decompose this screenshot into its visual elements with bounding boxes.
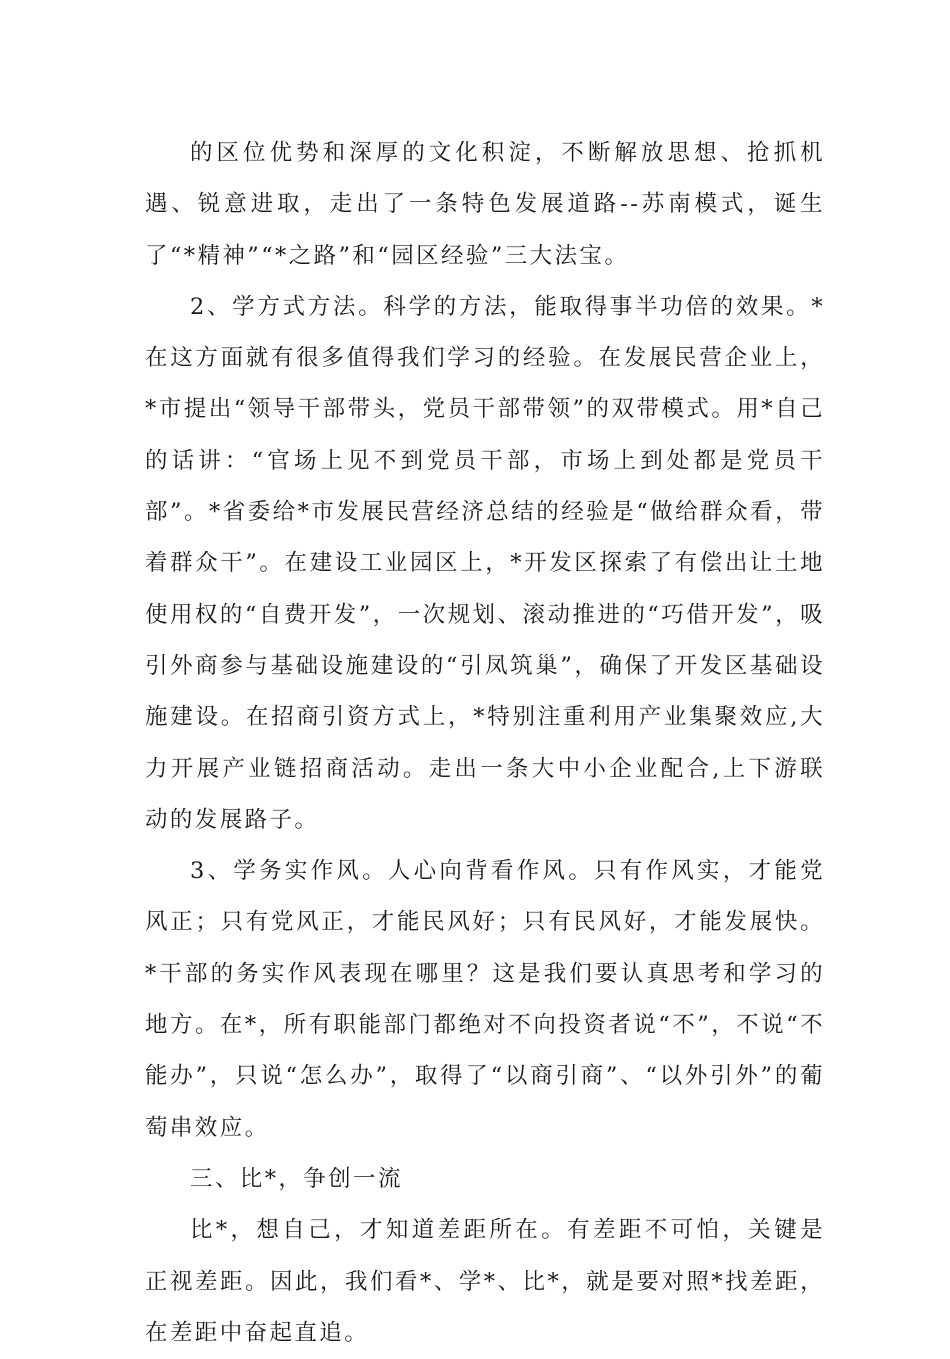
paragraph-culture-continuation: 的区位优势和深厚的文化积淀，不断解放思想、抢抓机遇、锐意进取，走出了一条特色发展道路--苏南模式，诞生了“*精神”“*之路”和“园区经验”三大法宝。	[145, 140, 825, 269]
paragraph-study-methods: 2、学方式方法。科学的方法，能取得事半功倍的效果。*在这方面就有很多值得我们学习的经验。在发展民营企业上，*市提出“领导干部带头，党员干部带领”的双带模式。用*自己的话讲：“官场上见不到党员干部，市场上到处都是党员干部”。*省委给*市发展民营经济总结的经验是“做给群众看，带着群众干”。在建设工业园区上，*开发区探索了有偿出让土地使用权的“自费开发”，一次规划、滚动推进的“巧借开发”，吸引外商参与基础设施建设的“引凤筑巢”，确保了开发区基础设施建设。在招商引资方式上，*特别注重利用产业集聚效应,大力开展产业链招商活动。走出一条大中小企业配合,上下游联动的发展路子。	[145, 293, 825, 833]
paragraph-find-gaps: 比*，想自己，才知道差距所在。有差距不可怕，关键是正视差距。因此，我们看*、学*、比*，就是要对照*找差距，在差距中奋起直追。	[145, 1217, 825, 1346]
document-body	[145, 128, 825, 1359]
section-heading-compare: 三、比*，争创一流	[190, 1165, 403, 1192]
paragraph-practical-style: 3、学务实作风。人心向背看作风。只有作风实，才能党风正；只有党风正，才能民风好；只有民风好，才能发展快。*干部的务实作风表现在哪里？这是我们要认真思考和学习的地方。在*，所有职能部门都绝对不向投资者说“不”，不说“不能办”，只说“怎么办”，取得了“以商引商”、“以外引外”的葡萄串效应。	[145, 858, 825, 1141]
